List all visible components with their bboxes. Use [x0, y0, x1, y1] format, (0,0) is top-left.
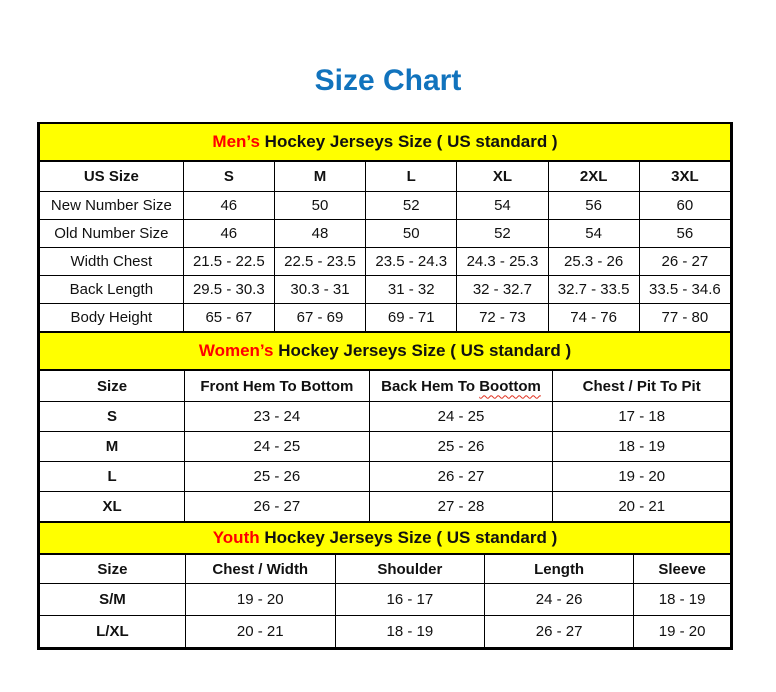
value-cell: 19 - 20	[553, 462, 731, 492]
misspelled-word-underline: Boottom	[479, 377, 541, 395]
mens-header-row	[40, 161, 731, 192]
youth-size-table	[39, 521, 731, 648]
table-row	[40, 192, 731, 220]
womens-band-rest: Hockey Jerseys Size ( US standard )	[273, 341, 572, 360]
row-label: L	[40, 462, 185, 492]
value-cell: 30.3 - 31	[274, 276, 365, 304]
value-cell: 31 - 32	[366, 276, 457, 304]
row-label: L/XL	[40, 616, 186, 648]
page-title: Size Chart	[314, 64, 462, 97]
value-cell: 26 - 27	[185, 492, 369, 522]
row-label: XL	[40, 492, 185, 522]
table-row	[40, 492, 731, 522]
value-cell: 65 - 67	[183, 304, 274, 332]
value-cell: 16 - 17	[335, 584, 484, 616]
value-cell: 50	[274, 192, 365, 220]
value-cell: 27 - 28	[369, 492, 553, 522]
col-header: 2XL	[548, 161, 639, 192]
table-row	[40, 304, 731, 332]
value-cell: 20 - 21	[185, 616, 335, 648]
value-cell: 46	[183, 220, 274, 248]
youth-section-band	[40, 522, 731, 554]
value-cell: 56	[548, 192, 639, 220]
value-cell: 26 - 27	[484, 616, 633, 648]
table-row	[40, 248, 731, 276]
table-row	[40, 616, 731, 648]
col-header: US Size	[40, 161, 184, 192]
value-cell: 19 - 20	[634, 616, 731, 648]
col-header: XL	[457, 161, 548, 192]
youth-band-highlight: Youth	[212, 528, 260, 547]
value-cell: 25 - 26	[185, 462, 369, 492]
value-cell: 18 - 19	[553, 432, 731, 462]
value-cell: 25 - 26	[369, 432, 553, 462]
col-header: Length	[484, 554, 633, 584]
table-row	[40, 220, 731, 248]
col-header: Shoulder	[335, 554, 484, 584]
col-header: M	[274, 161, 365, 192]
value-cell: 25.3 - 26	[548, 248, 639, 276]
value-cell: 72 - 73	[457, 304, 548, 332]
value-cell: 23 - 24	[185, 402, 369, 432]
col-header: Chest / Pit To Pit	[553, 370, 731, 402]
value-cell: 18 - 19	[335, 616, 484, 648]
value-cell: 32.7 - 33.5	[548, 276, 639, 304]
mens-band-highlight: Men’s	[212, 132, 260, 151]
row-label: New Number Size	[40, 192, 184, 220]
value-cell: 26 - 27	[639, 248, 730, 276]
youth-band-rest: Hockey Jerseys Size ( US standard )	[259, 528, 558, 547]
value-cell: 17 - 18	[553, 402, 731, 432]
mens-band-rest: Hockey Jerseys Size ( US standard )	[259, 132, 558, 151]
col-header: Size	[40, 370, 185, 402]
value-cell: 56	[639, 220, 730, 248]
size-chart-table	[37, 122, 733, 650]
value-cell: 67 - 69	[274, 304, 365, 332]
value-cell: 54	[548, 220, 639, 248]
value-cell: 23.5 - 24.3	[366, 248, 457, 276]
value-cell: 26 - 27	[369, 462, 553, 492]
row-label: Old Number Size	[40, 220, 184, 248]
table-row	[40, 462, 731, 492]
row-label: Back Length	[40, 276, 184, 304]
womens-band-highlight: Women’s	[198, 341, 274, 360]
value-cell: 24 - 25	[185, 432, 369, 462]
row-label: Width Chest	[40, 248, 184, 276]
col-header	[369, 370, 553, 402]
value-cell: 54	[457, 192, 548, 220]
value-cell: 24.3 - 25.3	[457, 248, 548, 276]
col-header: Chest / Width	[185, 554, 335, 584]
table-row	[40, 432, 731, 462]
value-cell: 24 - 26	[484, 584, 633, 616]
womens-section-title	[40, 332, 731, 370]
womens-header-row	[40, 370, 731, 402]
value-cell: 46	[183, 192, 274, 220]
value-cell: 60	[639, 192, 730, 220]
value-cell: 19 - 20	[185, 584, 335, 616]
table-row	[40, 276, 731, 304]
value-cell: 52	[366, 192, 457, 220]
row-label: M	[40, 432, 185, 462]
mens-size-table	[39, 124, 731, 332]
value-cell: 48	[274, 220, 365, 248]
table-row	[40, 584, 731, 616]
mens-section-band	[40, 124, 731, 161]
value-cell: 18 - 19	[634, 584, 731, 616]
youth-header-row	[40, 554, 731, 584]
col-header-text: Back Hem To	[381, 377, 480, 395]
row-label: Body Height	[40, 304, 184, 332]
row-label: S/M	[40, 584, 186, 616]
col-header: S	[183, 161, 274, 192]
table-row	[40, 402, 731, 432]
value-cell: 29.5 - 30.3	[183, 276, 274, 304]
value-cell: 50	[366, 220, 457, 248]
womens-size-table	[39, 331, 731, 522]
col-header: 3XL	[639, 161, 730, 192]
col-header: Sleeve	[634, 554, 731, 584]
value-cell: 24 - 25	[369, 402, 553, 432]
col-header: Front Hem To Bottom	[185, 370, 369, 402]
value-cell: 74 - 76	[548, 304, 639, 332]
value-cell: 20 - 21	[553, 492, 731, 522]
value-cell: 32 - 32.7	[457, 276, 548, 304]
mens-section-title	[40, 124, 731, 161]
col-header: L	[366, 161, 457, 192]
womens-section-band	[40, 332, 731, 370]
value-cell: 22.5 - 23.5	[274, 248, 365, 276]
value-cell: 77 - 80	[639, 304, 730, 332]
value-cell: 52	[457, 220, 548, 248]
value-cell: 33.5 - 34.6	[639, 276, 730, 304]
youth-section-title	[40, 522, 731, 554]
value-cell: 21.5 - 22.5	[183, 248, 274, 276]
value-cell: 69 - 71	[366, 304, 457, 332]
col-header: Size	[40, 554, 186, 584]
row-label: S	[40, 402, 185, 432]
